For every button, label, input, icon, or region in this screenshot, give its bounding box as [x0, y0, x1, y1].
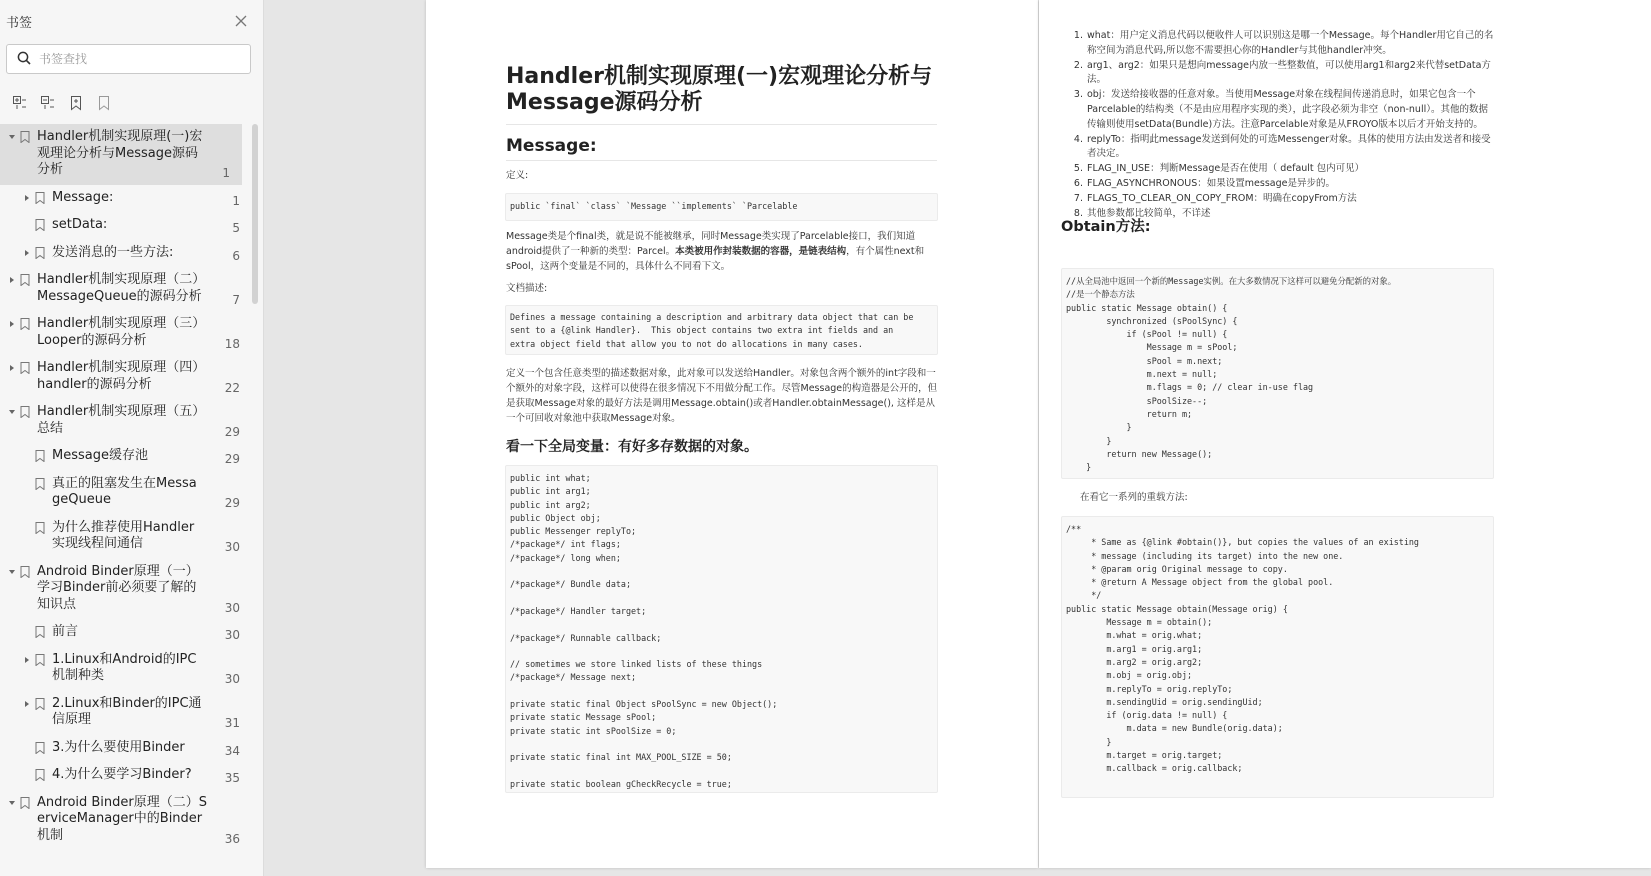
expand-arrow-icon[interactable] — [21, 246, 33, 260]
section-heading-global-vars: 看一下全局变量：有好多存数据的对象。 — [506, 439, 758, 455]
bookmark-item[interactable] — [0, 619, 252, 647]
bookmark-item-page: 30 — [224, 600, 240, 615]
bookmark-item-label: Handler机制实现原理（二） MessageQueue的源码分析 — [37, 272, 206, 304]
sidebar-scrollbar[interactable] — [252, 124, 258, 304]
list-item — [1065, 29, 1497, 59]
bookmark-item-label: Message: — [52, 189, 114, 205]
list-item-text: what：用户定义消息代码以便收件人可以识别这是哪一个Message。每个Handler用它自己的名称空间为消息代码,所以您不需要担心你的Handler与其他handler冲突。 — [1087, 30, 1494, 56]
bookmark-icon — [18, 273, 32, 287]
divider — [506, 160, 937, 161]
bookmark-item[interactable] — [0, 471, 252, 515]
list-item — [1065, 192, 1497, 207]
list-item-text: FLAG_ASYNCHRONOUS：如果设置message是异步的。 — [1087, 177, 1335, 189]
tree-spacer — [21, 449, 33, 463]
bookmark-item[interactable] — [0, 647, 252, 691]
bookmark-item-label: 发送消息的一些方法: — [52, 244, 174, 260]
tree-spacer — [21, 768, 33, 782]
bookmark-icon — [33, 625, 47, 639]
list-item-text: 其他参数都比较简单，不详述 — [1087, 207, 1211, 219]
page-title-line: Message源码分析 — [506, 90, 703, 115]
document-page-right — [1039, 0, 1651, 868]
bookmark-icon — [33, 246, 47, 260]
page-title — [506, 64, 946, 116]
expand-arrow-icon[interactable] — [6, 273, 18, 287]
bookmark-item-label: Handler机制实现原理（三） Looper的源码分析 — [37, 316, 206, 348]
bookmark-icon — [33, 449, 47, 463]
bookmark-icon — [18, 317, 32, 331]
bookmark-icon — [33, 521, 47, 535]
list-item-number: 3. — [1073, 89, 1083, 101]
tree-spacer — [21, 521, 33, 535]
paragraph-text: ，有个属性next和sPool，这两个变量是不同的，具体什么不同看下文。 — [506, 246, 925, 272]
expand-arrow-icon[interactable] — [6, 317, 18, 331]
bookmark-item-label: Android Binder原理（二）S erviceManager中的Binder 机制 — [37, 794, 208, 843]
collapse-arrow-icon[interactable] — [6, 565, 18, 579]
list-item-number: 5. — [1073, 163, 1083, 175]
definition-code-block: public `final` `class` `Message ``implements` `Parcelable — [505, 193, 938, 221]
list-item-number: 7. — [1073, 192, 1083, 204]
bookmark-icon — [33, 741, 47, 755]
bookmark-item-page: 29 — [224, 424, 240, 439]
expand-arrow-icon[interactable] — [21, 653, 33, 667]
field-description-list — [1065, 29, 1497, 221]
list-item-number: 2. — [1073, 59, 1083, 71]
bookmark-item-page: 30 — [224, 672, 240, 686]
definition-explanation-paragraph: 定义一个包含任意类型的描述数据对象，此对象可以发送给Handler。对象包含两个额外的int字段和一个额外的对象字段，这样可以使得在很多情况下不用做分配工作。尽管Message的构造器是公开的，但是获取Message对象的最好方法是调用Message.obtain()或者Handler.obtainMessage(), 这样是从一个可回收对象池中获取Message对象。 — [506, 368, 938, 424]
collapse-arrow-icon[interactable] — [6, 130, 18, 144]
bookmark-icon — [33, 191, 47, 205]
bookmark-item[interactable] — [0, 515, 252, 559]
bookmark-icon — [33, 768, 47, 782]
paragraph-bold-text: 本类被用作封装数据的容器，是链表结构 — [675, 246, 847, 257]
collapse-all-icon[interactable] — [39, 94, 57, 112]
section-heading-message: Message: — [506, 136, 597, 156]
list-item-text: obj：发送给接收器的任意对象。当使用Message对象在线程间传递消息时，如果它包含一个Parcelable的结构类（不是由应用程序实现的类），此字段必须为非空（non-null）。其他的数据传输则使用setData(Bundle)方法。注意Parcelable对象是从FROYO版本以后才开始支持的。 — [1087, 89, 1488, 130]
bookmark-item-page: 18 — [224, 336, 240, 351]
bookmark-item[interactable] — [0, 124, 242, 185]
list-item-number: 6. — [1073, 177, 1083, 189]
bookmark-icon — [18, 405, 32, 419]
bookmark-icon — [33, 477, 47, 491]
bookmark-item-page: 6 — [232, 248, 240, 263]
bookmark-item[interactable] — [0, 399, 252, 443]
bookmark-icon — [18, 565, 32, 579]
bookmark-item-label: 1.Linux和Android的IPC 机制种类 — [52, 651, 197, 683]
bookmark-item-page: 1 — [232, 193, 240, 208]
bookmark-search[interactable] — [6, 44, 251, 74]
bookmark-item-label: 4.为什么要学习Binder? — [52, 767, 192, 782]
bookmark-item[interactable] — [0, 267, 252, 311]
bookmark-item[interactable] — [0, 185, 252, 213]
bookmark-item-page: 36 — [224, 831, 240, 846]
bookmark-item[interactable] — [0, 762, 252, 790]
remove-bookmark-icon[interactable] — [95, 94, 113, 112]
tree-spacer — [21, 625, 33, 639]
bookmark-item-page: 29 — [224, 496, 240, 510]
list-item — [1065, 88, 1497, 132]
overload-methods-text: 在看它一系列的重载方法: — [1080, 492, 1188, 503]
bookmark-icon — [33, 697, 47, 711]
list-item-number: 1. — [1073, 30, 1083, 41]
list-item — [1065, 162, 1497, 177]
section-heading-obtain: Obtain方法: — [1061, 219, 1151, 235]
bookmark-item[interactable] — [0, 559, 252, 620]
bookmark-tree — [0, 124, 252, 850]
bookmark-item[interactable] — [0, 355, 252, 399]
close-icon[interactable] — [233, 13, 249, 29]
bookmark-item[interactable] — [0, 443, 252, 471]
message-class-paragraph — [506, 229, 938, 274]
document-description-label: 文档描述: — [506, 283, 548, 294]
add-bookmark-icon[interactable] — [67, 94, 85, 112]
tree-spacer — [21, 477, 33, 491]
collapse-arrow-icon[interactable] — [6, 405, 18, 419]
bookmark-item-label: 前言 — [52, 624, 79, 639]
bookmark-toolbar — [0, 74, 263, 120]
bookmark-item-label: 2.Linux和Binder的IPC通 信原理 — [52, 695, 202, 727]
collapse-arrow-icon[interactable] — [6, 796, 18, 810]
bookmark-icon — [18, 796, 32, 810]
bookmark-item-page: 30 — [224, 540, 240, 554]
divider — [506, 124, 937, 125]
bookmark-item-label: Handler机制实现原理（四） handler的源码分析 — [37, 360, 206, 392]
list-item-number: 4. — [1073, 133, 1083, 145]
list-item-text: FLAGS_TO_CLEAR_ON_COPY_FROM：明确在copyFrom方法 — [1087, 192, 1357, 204]
bookmark-panel-title: 书签 — [6, 15, 33, 31]
bookmark-item-label: 3.为什么要使用Binder — [52, 739, 185, 755]
bookmark-item-label: 真正的阻塞发生在Messa geQueue — [52, 475, 197, 507]
bookmark-item-page: 7 — [232, 292, 240, 307]
search-icon — [17, 50, 31, 69]
page-title-line: Handler机制实现原理(一)宏观理论分析与 — [506, 64, 933, 89]
bookmark-icon — [18, 361, 32, 375]
bookmark-item[interactable] — [0, 790, 252, 851]
bookmark-panel-header — [0, 0, 263, 42]
obtain-code-block: //从全局池中返回一个新的Message实例。在大多数情况下这样可以避免分配新的对象。 //是一个静态方法 public static Message obtain() { synchronized (sPoolSync) { if (sPool != null) { Message m = sPool; sPool = m.next; m.next = null; m.flags = 0; // clear in-use flag sPoolSize--; return m; } } return new Message(); } — [1061, 268, 1494, 479]
expand-all-icon[interactable] — [11, 94, 29, 112]
list-item-text: FLAG_IN_USE：判断Message是否在使用（ default 包内可见） — [1087, 163, 1365, 175]
bookmark-item-label: 为什么推荐使用Handler 实现线程间通信 — [52, 519, 195, 551]
obtain-overload-code-block: /** * Same as {@link #obtain()}, but copies the values of an existing * message (including its target) into the new one. * @param orig Original message to copy. * @return A Message object from the global pool. */ public static Message obtain(Message orig) { Message m = obtain(); m.what = orig.what; m.arg1 = orig.arg1; m.arg2 = orig.arg2; m.obj = orig.obj; m.replyTo = orig.replyTo; m.sendingUid = orig.sendingUid; if (orig.data != null) { m.data = new Bundle(orig.data); } m.target = orig.target; m.callback = orig.callback; — [1061, 516, 1494, 798]
description-code-block: Defines a message containing a description and arbitrary data object that can be sent to a {@link Handler}. This object contains two extra int fields and an extra object field that allow you to not do allocations in many cases. — [505, 305, 938, 355]
bookmark-item-page: 5 — [232, 221, 240, 235]
bookmark-search-input[interactable] — [39, 52, 229, 66]
bookmark-item-page: 30 — [224, 628, 240, 642]
expand-arrow-icon[interactable] — [21, 191, 33, 205]
tree-spacer — [21, 741, 33, 755]
list-item — [1065, 59, 1497, 89]
bookmark-item-page: 34 — [224, 743, 240, 758]
bookmark-item-page: 1 — [222, 166, 230, 180]
bookmark-item[interactable] — [0, 240, 252, 268]
bookmark-icon — [18, 130, 32, 144]
bookmark-item-label: Android Binder原理（一） 学习Binder前必须要了解的 知识点 — [37, 563, 199, 612]
list-item — [1065, 133, 1497, 163]
list-item-number: 8. — [1073, 207, 1083, 219]
bookmark-panel — [0, 0, 264, 876]
paragraph-text: Message类是个final类，就是说不能被继承，同时Message类实现了Parcelable接口，我们知道android提供了一种新的类型：Parcel。 — [506, 231, 916, 257]
expand-arrow-icon[interactable] — [21, 697, 33, 711]
list-item-text: arg1、arg2：如果只是想向message内放一些整数值，可以使用arg1和arg2来代替setData方法。 — [1087, 59, 1491, 86]
bookmark-item-page: 29 — [224, 452, 240, 466]
bookmark-icon — [33, 218, 47, 232]
bookmark-item-page: 35 — [224, 771, 240, 785]
bookmark-item-page: 22 — [224, 380, 240, 395]
tree-spacer — [21, 218, 33, 232]
expand-arrow-icon[interactable] — [6, 361, 18, 375]
bookmark-item[interactable] — [0, 311, 252, 355]
bookmark-item-page: 31 — [224, 716, 240, 730]
bookmark-item[interactable] — [0, 735, 252, 763]
definition-label: 定义: — [506, 170, 529, 181]
global-vars-code-block: public int what; public int arg1; public int arg2; public Object obj; public Messenger replyTo; /*package*/ int flags; /*package*/ long when; /*package*/ Bundle data; /*package*/ Handler target; /*package*/ Runnable callback; // sometimes we store linked lists of these things /*package*/ Message next; private static final Object sPoolSync = new Object(); private static Message sPool; private static int sPoolSize = 0; private static final int MAX_POOL_SIZE = 50; private static boolean gCheckRecycle = true; — [505, 465, 938, 793]
document-page-left — [426, 0, 1038, 868]
bookmark-item[interactable] — [0, 212, 252, 240]
bookmark-item-label: setData: — [52, 217, 108, 232]
bookmark-icon — [33, 653, 47, 667]
bookmark-item[interactable] — [0, 691, 252, 735]
list-item — [1065, 177, 1497, 192]
bookmark-item-label: Handler机制实现原理（五） 总结 — [37, 404, 206, 436]
bookmark-item-label: Handler机制实现原理(一)宏 观理论分析与Message源码 分析 — [37, 129, 203, 177]
bookmark-item-label: Message缓存池 — [52, 448, 148, 463]
list-item-text: replyTo：指明此message发送到何处的可选Messenger对象。具体的使用方法由发送者和接受者决定。 — [1087, 133, 1491, 160]
